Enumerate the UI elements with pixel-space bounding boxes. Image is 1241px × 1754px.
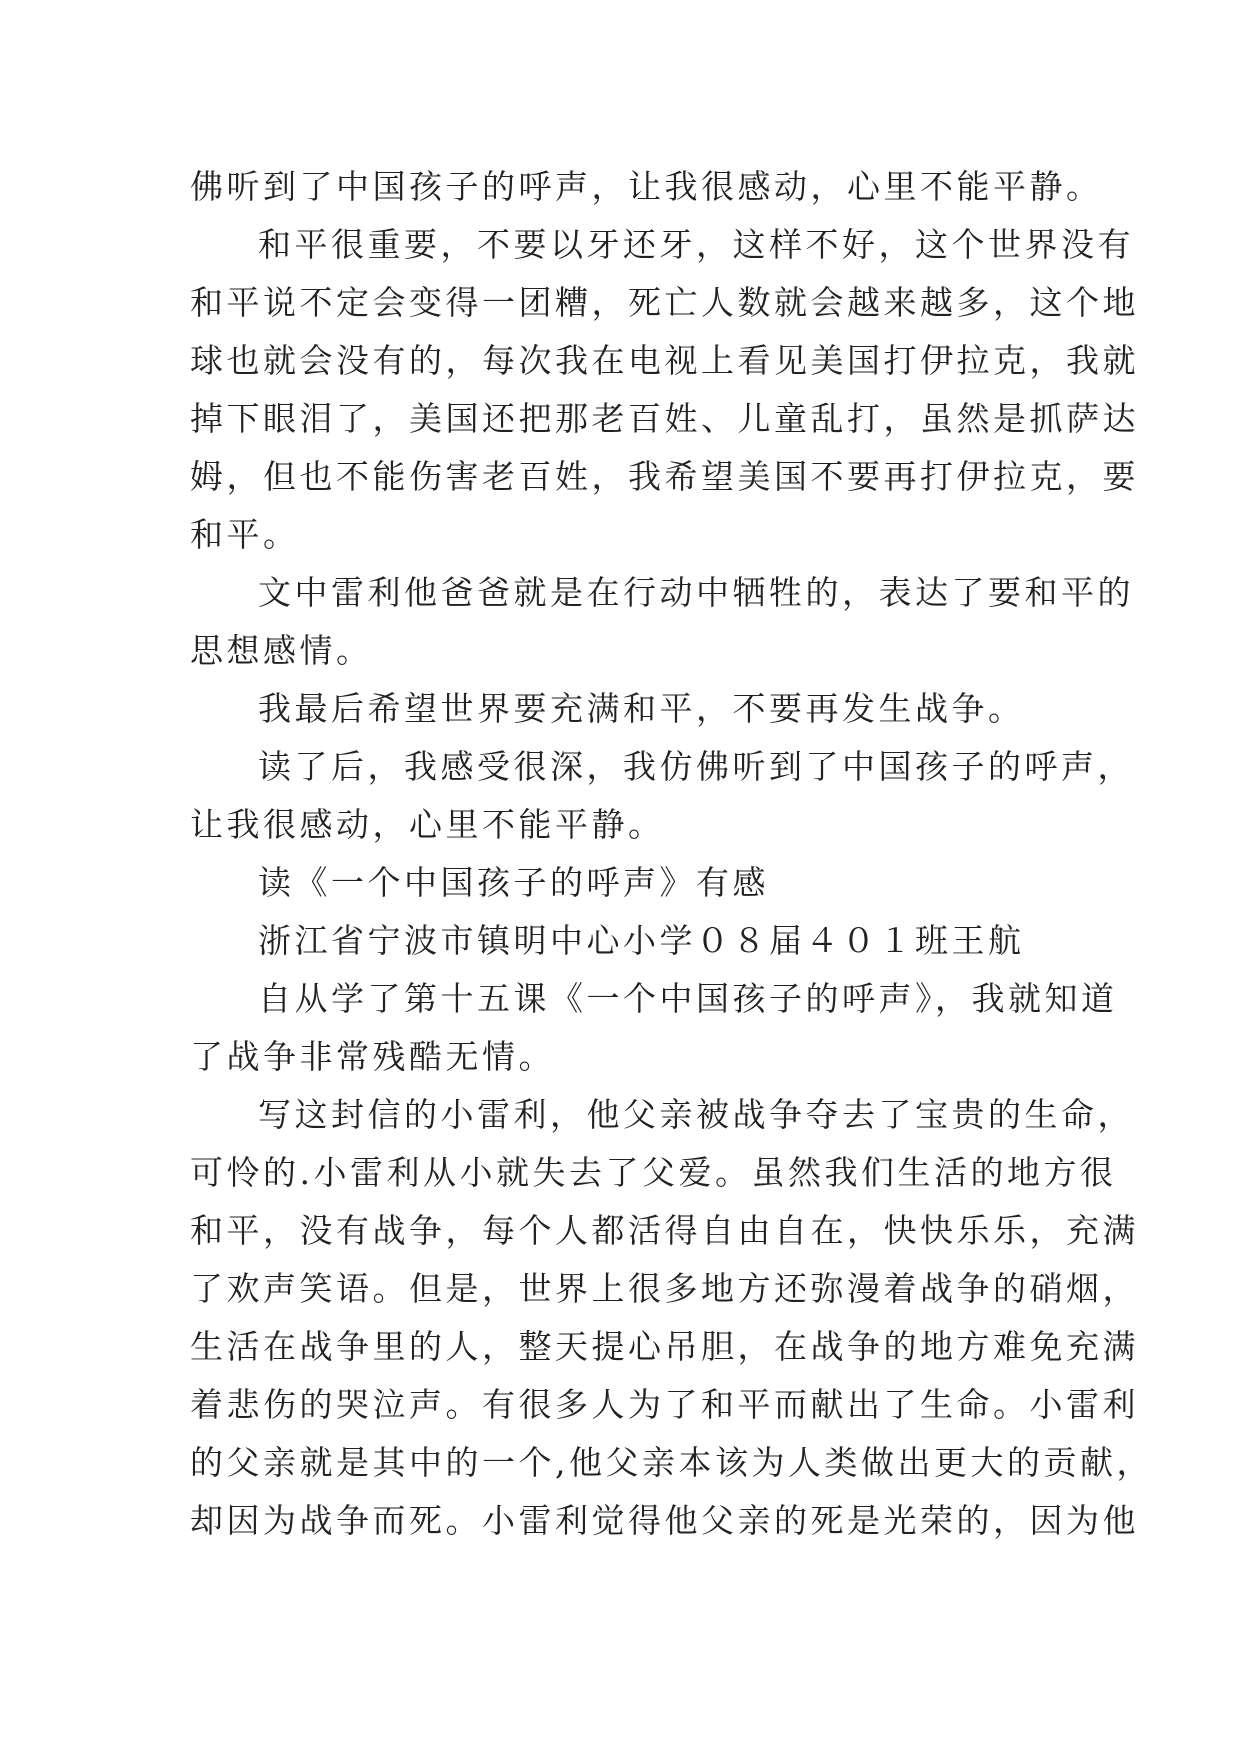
author-line: 浙江省宁波市镇明中心小学０８届４０１班王航 (258, 921, 1025, 960)
document-body (190, 158, 1153, 1550)
text-line: 的父亲就是其中的一个,他父亲本该为人类做出更大的贡献， (190, 1443, 1153, 1482)
text-line: 了欢声笑语。但是，世界上很多地方还弥漫着战争的硝烟， (190, 1269, 1139, 1308)
text-line: 球也就会没有的，每次我在电视上看见美国打伊拉克，我就 (190, 341, 1139, 380)
text-line: 和平。 (190, 515, 300, 554)
text-line: 却因为战争而死。小雷利觉得他父亲的死是光荣的，因为他 (190, 1501, 1139, 1540)
text-line: 可怜的.小雷利从小就失去了父爱。虽然我们生活的地方很 (190, 1153, 1117, 1192)
text-line: 和平说不定会变得一团糟，死亡人数就会越来越多，这个地 (190, 283, 1139, 322)
text-line: 和平，没有战争，每个人都活得自由自在，快快乐乐，充满 (190, 1211, 1139, 1250)
text-line: 思想感情。 (190, 631, 373, 670)
text-line: 自从学了第十五课《一个中国孩子的呼声》，我就知道 (258, 979, 1118, 1018)
text-line: 和平很重要，不要以牙还牙，这样不好，这个世界没有 (258, 225, 1134, 264)
text-line: 让我很感动，心里不能平静。 (190, 805, 665, 844)
text-line: 了战争非常残酷无情。 (190, 1037, 555, 1076)
text-line: 着悲伤的哭泣声。有很多人为了和平而献出了生命。小雷利 (190, 1385, 1139, 1424)
text-line: 掉下眼泪了，美国还把那老百姓、儿童乱打，虽然是抓萨达 (190, 399, 1139, 438)
text-line: 我最后希望世界要充满和平，不要再发生战争。 (258, 689, 1025, 728)
text-line: 生活在战争里的人，整天提心吊胆，在战争的地方难免充满 (190, 1327, 1139, 1366)
text-line: 写这封信的小雷利，他父亲被战争夺去了宝贵的生命， (258, 1095, 1134, 1134)
text-line: 文中雷利他爸爸就是在行动中牺牲的，表达了要和平的 (258, 573, 1134, 612)
text-line: 读了后，我感受很深，我仿佛听到了中国孩子的呼声， (258, 747, 1134, 786)
essay-title: 读《一个中国孩子的呼声》有感 (258, 863, 769, 902)
text-line: 姆，但也不能伤害老百姓，我希望美国不要再打伊拉克，要 (190, 457, 1139, 496)
text-line: 佛听到了中国孩子的呼声，让我很感动，心里不能平静。 (190, 167, 1103, 206)
